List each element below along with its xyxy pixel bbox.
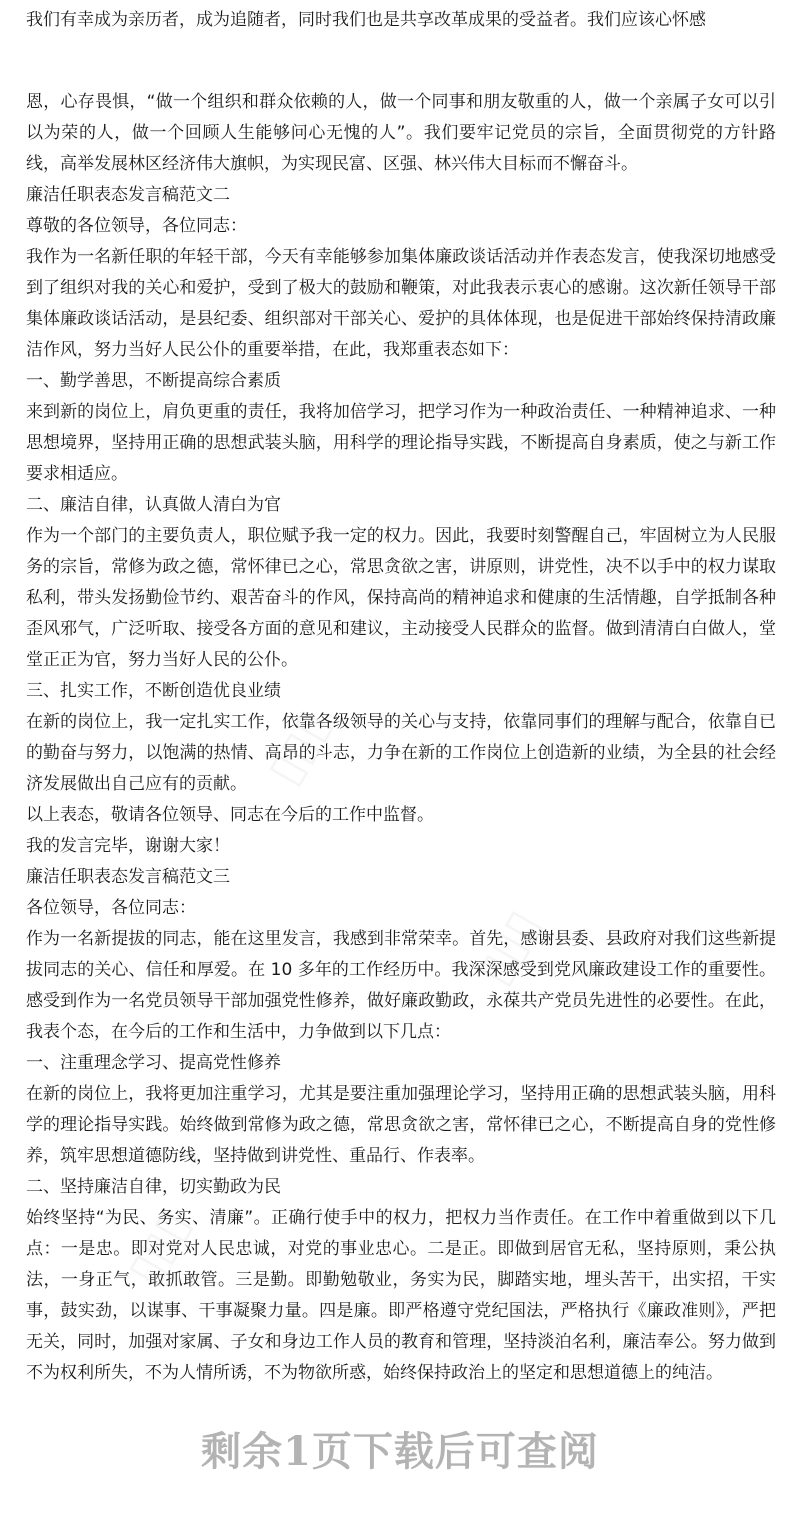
paragraph: 来到新的岗位上，肩负更重的责任，我将加倍学习，把学习作为一种政治责任、一种精神追求、一种思想境界，坚持用正确的思想武装头脑，用科学的理论指导实践，不断提高自身素质，使之与新工作要求相适应。 [26,402,776,484]
section-title: 廉洁任职表态发言稿范文二 [26,185,230,205]
watermark: ▯▯▯ [255,700,341,794]
paragraph: 作为一名新提拔的同志，能在这里发言，我感到非常荣幸。首先，感谢县委、县政府对我们这些新提拔同志的关心、信任和厚爱。在 10 多年的工作经历中。我深深感受到党风廉政建设工作的重要性。感受到作为一名党员领导干部加强党性修养，做好廉政勤政，永葆共产党员先进性的必要性。在此，我表个态，在今后的工作和生活中，力争做到以下几点： [26,929,776,1042]
paragraph: 我的发言完毕，谢谢大家！ [26,836,230,856]
cut-off-line [26,0,776,5]
download-to-view-label[interactable]: 下载后可查阅 [352,1428,599,1475]
paragraph: 作为一个部门的主要负责人，职位赋予我一定的权力。因此，我要时刻警醒自己，牢固树立为人民服务的宗旨，常修为政之德，常怀律已之心，常思贪欲之害，讲原则，讲党性，决不以手中的权力谋取私利，带头发扬勤俭节约、艰苦奋斗的作风，保持高尚的精神追求和健康的生活情趣，自学抵制各种歪风邪气，广泛听取、接受各方面的意见和建议，主动接受人民群众的监督。做到清清白白做人，堂堂正正为官，努力当好人民的公仆。 [26,526,776,670]
salutation: 尊敬的各位领导，各位同志： [26,216,247,236]
paragraph: 始终坚持“为民、务实、清廉”。正确行使手中的权力，把权力当作责任。在工作中着重做到以下几点：一是忠。即对党对人民忠诚，对党的事业忠心。二是正。即做到居官无私，坚持原则，秉公执法，一身正气，敢抓敢管。三是勤。即勤勉敬业，务实为民，脚踏实地，埋头苦干，出实招，干实事，鼓实劲，以谋事、干事凝聚力量。四是廉。即严格遵守党纪国法，严格执行《廉政准则》，严把无关，同时，加强对家属、子女和身边工作人员的教育和管理，坚持淡泊名利，廉洁奉公。努力做到不为权利所失，不为人情所诱，不为物欲所惑，始终保持政治上的坚定和思想道德上的纯洁。 [26,1208,776,1383]
page-top-fragment [26,0,776,36]
remaining-pages-label: 剩余1页 [201,1428,353,1475]
subheading: 三、扎实工作，不断创造优良业绩 [26,681,281,701]
download-prompt[interactable] [0,1420,800,1477]
paragraph: 我作为一名新任职的年轻干部，今天有幸能够参加集体廉政谈话活动并作表态发言，使我深切地感受到了组织对我的关心和爱护，受到了极大的鼓励和鞭策，对此我表示衷心的感谢。这次新任领导干部集体廉政谈话活动，是县纪委、组织部对干部关心、爱护的具体体现，也是促进干部始终保持清政廉洁作风，努力当好人民公仆的重要举措，在此，我郑重表态如下： [26,247,776,360]
paragraph-top: 我们有幸成为亲历者，成为追随者，同时我们也是共享改革成果的受益者。我们应该心怀感 [26,10,706,30]
cut-off-text [26,0,230,5]
subheading: 一、注重理念学习、提高党性修养 [26,1053,281,1073]
subheading: 一、勤学善思，不断提高综合素质 [26,371,281,391]
paragraph: 以上表态，敬请各位领导、同志在今后的工作中监督。 [26,805,434,825]
subheading: 二、坚持廉洁自律，切实勤政为民 [26,1177,281,1197]
section-title: 廉洁任职表态发言稿范文三 [26,867,230,887]
paragraph: 在新的岗位上，我将更加注重学习，尤其是要注重加强理论学习，坚持用正确的思想武装头脑，用科学的理论指导实践。始终做到常修为政之德，常思贪欲之害，常怀律已之心，不断提高自身的党性修养，筑牢思想道德防线，坚持做到讲党性、重品行、作表率。 [26,1084,776,1166]
paragraph: 在新的岗位上，我一定扎实工作，依靠各级领导的关心与支持，依靠同事们的理解与配合，依靠自已的勤奋与努力，以饱满的热情、高昂的斗志，力争在新的工作岗位上创造新的业绩，为全县的社会经济发展做出自己应有的贡献。 [26,712,776,794]
document-body [26,87,776,1389]
subheading: 二、廉洁自律，认真做人清白为官 [26,495,281,515]
paragraph: 恩，心存畏惧，“做一个组织和群众依赖的人，做一个同事和朋友敬重的人，做一个亲属子女可以引以为荣的人，做一个回顾人生能够问心无愧的人”。我们要牢记党员的宗旨，全面贯彻党的方针路线，高举发展林区经济伟大旗帜，为实现民富、区强、林兴伟大目标而不懈奋斗。 [26,92,776,174]
watermark: ▯▯▯ [465,900,551,994]
watermark: ▯▯▯ [115,1200,201,1294]
salutation: 各位领导，各位同志： [26,898,196,918]
